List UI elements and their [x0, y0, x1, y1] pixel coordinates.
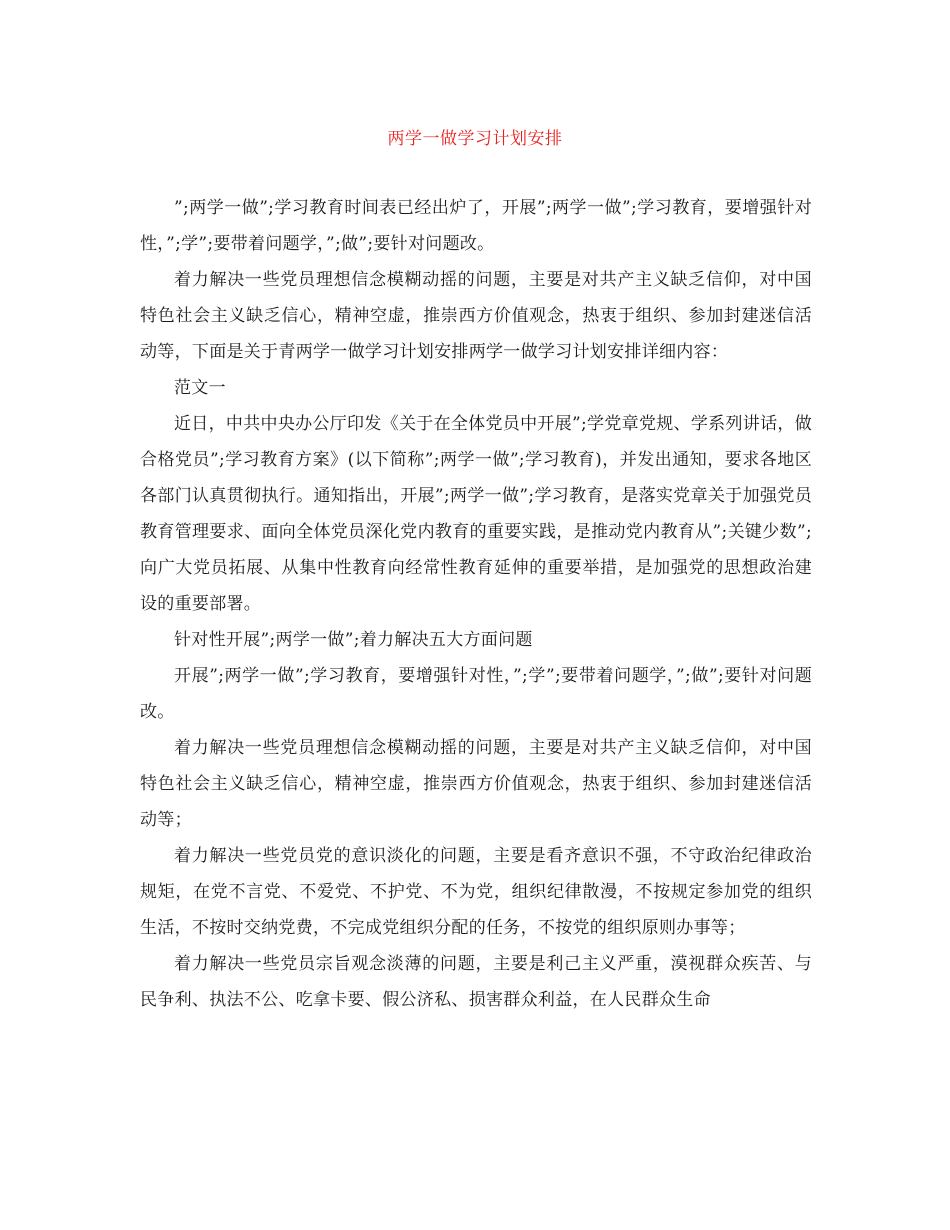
document-body — [140, 190, 812, 1018]
section-heading: 范文一 — [174, 378, 226, 398]
section-heading: 针对性开展”;两学一做”;着力解决五大方面问题 — [174, 630, 533, 650]
paragraph: 着力解决一些党员宗旨观念淡薄的问题，主要是利己主义严重，漠视群众疾苦、与民争利、执法不公、吃拿卡要、假公济私、损害群众利益，在人民群众生命 — [140, 954, 812, 1010]
paragraph: 开展”;两学一做”;学习教育，要增强针对性，”;学”;要带着问题学，”;做”;要针对问题改。 — [140, 666, 812, 722]
paragraph: 着力解决一些党员理想信念模糊动摇的问题，主要是对共产主义缺乏信仰，对中国特色社会主义缺乏信心，精神空虚，推崇西方价值观念，热衷于组织、参加封建迷信活动等； — [140, 738, 812, 830]
paragraph: 近日，中共中央办公厅印发《关于在全体党员中开展”;学党章党规、学系列讲话，做合格党员”;学习教育方案》(以下简称”;两学一做”;学习教育)，并发出通知，要求各地区各部门认真贯彻执行。通知指出，开展”;两学一做”;学习教育，是落实党章关于加强党员教育管理要求、面向全体党员深化党内教育的重要实践，是推动党内教育从”;关键少数”;向广大党员拓展、从集中性教育向经常性教育延伸的重要举措，是加强党的思想政治建设的重要部署。 — [140, 414, 812, 614]
document-title: 两学一做学习计划安排 — [387, 129, 563, 149]
paragraph: 着力解决一些党员理想信念模糊动摇的问题，主要是对共产主义缺乏信仰，对中国特色社会主义缺乏信心，精神空虚，推崇西方价值观念，热衷于组织、参加封建迷信活动等，下面是关于青两学一做学习计划安排两学一做学习计划安排详细内容： — [140, 270, 812, 362]
paragraph: ”;两学一做”;学习教育时间表已经出炉了，开展”;两学一做”;学习教育，要增强针对性，”;学”;要带着问题学，”;做”;要针对问题改。 — [140, 198, 812, 254]
paragraph: 着力解决一些党员党的意识淡化的问题，主要是看齐意识不强，不守政治纪律政治规矩，在党不言党、不爱党、不护党、不为党，组织纪律散漫，不按规定参加党的组织生活，不按时交纳党费，不完成党组织分配的任务，不按党的组织原则办事等； — [140, 846, 812, 938]
